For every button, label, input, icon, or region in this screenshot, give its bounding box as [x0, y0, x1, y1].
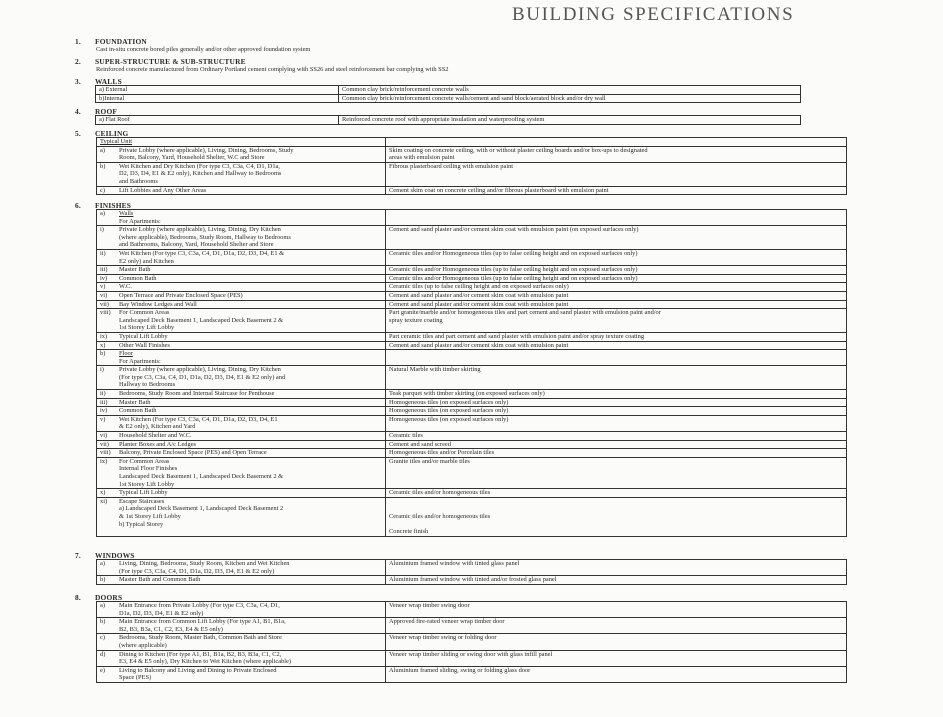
item-number: ii)	[100, 390, 106, 398]
section-label: SUPER-STRUCTURE & SUB-STRUCTURE	[95, 57, 246, 66]
item-number: vi)	[100, 291, 108, 299]
table-cell-item	[97, 449, 386, 458]
table-cell-spec: Ceramic tiles	[386, 432, 847, 441]
item-label: Dining to Kitchen (For type A1, B1, B1a, B2, B3, B3a, C1, C2, E3, E4 & E5 only), Dry Kitchen to Wet Kitchen (where applicable)	[119, 650, 292, 666]
item-number: i)	[100, 226, 104, 234]
ceiling-subheading: Typical Unit	[100, 138, 133, 145]
section-label: ROOF	[95, 107, 118, 116]
item-label: Wet Kitchen (For type C3, C3a, C4, D1, D1a, D2, D3, D4, E1 & E2 only), Kitchen and Yard	[119, 415, 278, 431]
table-cell-item	[97, 457, 386, 488]
item-label: Master Bath	[119, 266, 151, 274]
item-number: i)	[100, 366, 104, 374]
table-row	[96, 86, 801, 95]
section-number: 2.	[75, 57, 81, 66]
item-label: Common Bath	[119, 407, 157, 415]
table-cell-spec: Homogeneous tiles (on exposed surfaces only)	[386, 415, 847, 431]
table-cell: Common clay brick/reinforcement concrete walls/cement and sand block/aerated block and/or dry wall	[339, 94, 801, 103]
item-label: Bay Window Ledges and Wall	[119, 300, 197, 308]
table-row	[96, 116, 801, 125]
table-row	[97, 283, 847, 292]
item-label: Wet Kitchen (For type C3, C3a, C4, D1, D1a, D2, D3, D4, E1 & E2 only) and Kitchen	[119, 249, 285, 265]
item-label: Private Lobby (where applicable), Living, Dining, Bedrooms, Study Room, Balcony, Yard, Household Shelter, W.C and Store	[119, 146, 294, 162]
item-label: Master Bath and Common Bath	[119, 576, 201, 584]
table-cell-spec: Natural Marble with timber skirting	[386, 366, 847, 390]
table-cell-item	[97, 162, 386, 186]
table-row	[97, 666, 847, 682]
section-number: 3.	[75, 77, 81, 86]
table-row	[97, 432, 847, 441]
item-label: Private Lobby (where applicable), Living, Dining, Dry Kitchen (For type C3, C3a, C4, D1, D1a, D2, D3, D4, E1 & E2 only) and Hallway to Bedrooms	[119, 366, 286, 389]
table-cell-item	[97, 666, 386, 682]
item-label: Wet Kitchen and Dry Kitchen (For type C3, C3a, C4, D1, D1a, D2, D3, D4, E1 & E2 only), Kitchen and Hallway to Bedrooms and Bathrooms	[119, 162, 282, 185]
item-label: Main Entrance from Private Lobby (For type C3, C3a, C4, D1, D1a, D2, D3, D4, E1 & E2 only)	[119, 602, 280, 617]
table-row	[97, 266, 847, 275]
item-label: W.C.	[119, 283, 132, 291]
section-foundation-description: Cast in-situ concrete bored piles generally and/or other approved foundation system	[96, 46, 311, 53]
table-row	[97, 407, 847, 416]
table-cell-spec	[386, 350, 847, 366]
item-label: Main Entrance from Common Lift Lobby (For type A1, B1, B1a, B2, B3, B3a, C1, C2, E3, E4 & E5 only)	[119, 618, 286, 633]
table-cell-item	[97, 283, 386, 292]
table-cell: Common clay brick/reinforcement concrete walls	[339, 86, 801, 95]
item-number: iv)	[100, 407, 108, 415]
item-number: x)	[100, 341, 106, 349]
item-label: Typical Lift Lobby	[119, 489, 168, 497]
item-label: Bedrooms, Study Room and Internal Staircase for Penthouse	[119, 390, 275, 398]
table-cell-spec: Part granite/marble and/or homogeneous tiles and part cement and sand plaster with emulsion paint and/or spray texture coating	[386, 309, 847, 333]
table-cell-spec: Ceramic tiles and/or homogeneous tiles Concrete finish	[386, 497, 847, 536]
item-number: x)	[100, 489, 106, 497]
table-row	[97, 449, 847, 458]
item-number: b)	[100, 618, 106, 626]
table-cell-item	[97, 300, 386, 309]
table-cell-spec: Cement and sand plaster and/or cement skim coat with emulsion paint	[386, 300, 847, 309]
table-cell-spec: Cement skim coat on concrete ceiling and/or fibrous plasterboard with emulsion paint	[386, 186, 847, 195]
table-row	[97, 226, 847, 250]
section-label: WINDOWS	[95, 551, 135, 560]
table-cell-item	[97, 341, 386, 350]
item-label: For Common Areas Internal Floor Finishes Landscaped Deck Basement 1, Landscaped Deck Basement 2 & 1st Storey Lift Lobby	[119, 457, 284, 488]
section-label: CEILING	[95, 129, 129, 138]
table-row	[97, 650, 847, 666]
table-row	[97, 210, 847, 226]
table-cell-spec: Veneer wrap timber sliding or swing door with glass infill panel	[386, 650, 847, 666]
ceiling-rows	[97, 146, 847, 195]
table-cell-spec: Cement and sand plaster and/or cement skim coat with emulsion paint	[386, 291, 847, 300]
table-row	[97, 398, 847, 407]
table-row	[97, 560, 847, 576]
table-row	[97, 457, 847, 488]
table-row	[97, 390, 847, 399]
table-cell-item	[97, 650, 386, 666]
item-label: Private Lobby (where applicable), Living, Dining, Dry Kitchen (where applicable), Bedrooms, Study Room, Hallway to Bedrooms and Bathrooms, Balcony, Yard, Household Shelter and Store	[119, 226, 291, 249]
table-cell-spec: Aluminium framed window with tinted glass panel	[386, 560, 847, 576]
walls-table	[95, 85, 801, 103]
subheading: Floor	[119, 350, 133, 358]
table-cell-spec: Teak parquet with timber skirting (on exposed surfaces only)	[386, 390, 847, 399]
table-cell-spec: Homogeneous tiles and/or Porcelain tiles	[386, 449, 847, 458]
page-title: BUILDING SPECIFICATIONS	[512, 4, 795, 25]
section-number: 8.	[75, 593, 81, 602]
item-number: b)	[100, 350, 106, 358]
section-label: FOUNDATION	[95, 37, 147, 46]
table-cell-item	[97, 366, 386, 390]
item-label: Living, Dining, Bedrooms, Study Room, Kitchen and Wet Kitchen (For type C3, C3a, C4, D1, D1a, D2, D3, D4, E1 & E2 only)	[119, 560, 290, 575]
item-label: Bedrooms, Study Room, Master Bath, Common Bath and Store (where applicable)	[119, 634, 282, 649]
item-label: Other Wall Finishes	[119, 341, 170, 349]
table-row	[97, 309, 847, 333]
table-cell-item	[97, 350, 386, 366]
table-row	[97, 497, 847, 536]
ceiling-table	[96, 137, 847, 195]
item-label: Common Bath	[119, 274, 157, 282]
table-cell-item	[97, 602, 386, 618]
item-label: Open Terrace and Private Enclosed Space (PES)	[119, 291, 243, 299]
table-cell: a) Flat Roof	[96, 116, 339, 125]
table-row	[97, 350, 847, 366]
table-row	[97, 249, 847, 265]
table-cell-spec: Cement and sand plaster and/or cement skim coat with emulsion paint	[386, 341, 847, 350]
item-number: ix)	[100, 457, 108, 465]
table-cell-item	[97, 497, 386, 536]
table-row	[97, 602, 847, 618]
table-cell-spec: Aluminium framed sliding, swing or folding glass door	[386, 666, 847, 682]
table-cell-item	[97, 146, 386, 162]
item-number: ii)	[100, 249, 106, 257]
table-cell-spec: Part ceramic tiles and part cement and sand plaster with emulsion paint and/or spray texture coating	[386, 332, 847, 341]
item-number: b)	[100, 576, 106, 584]
table-row	[97, 300, 847, 309]
item-label: Master Bath	[119, 398, 151, 406]
table-cell-spec: Homogeneous tiles (on exposed surfaces only)	[386, 407, 847, 416]
section-number: 7.	[75, 551, 81, 560]
table-cell-spec: Cement and sand plaster and/or cement skim coat with emulsion paint (on exposed surfaces only)	[386, 226, 847, 250]
table-row	[97, 440, 847, 449]
table-row	[97, 341, 847, 350]
item-label: Floor For Apartments:	[119, 350, 161, 365]
table-cell-item	[97, 576, 386, 585]
table-cell: Reinforced concrete roof with appropriate insulation and waterproofing system	[339, 116, 801, 125]
table-cell-spec: Ceramic tiles and/or Homogeneous tiles (up to false ceiling height and on exposed surfaces only)	[386, 249, 847, 265]
doors-table	[96, 601, 847, 683]
table-cell-spec	[386, 210, 847, 226]
section-number: 6.	[75, 201, 81, 210]
section-number: 1.	[75, 37, 81, 46]
table-cell-spec: Granite tiles and/or marble tiles	[386, 457, 847, 488]
section-structure-description: Reinforced concrete manufactured from Ordinary Portland cement complying with SS26 and steel reinforcement bar complying with SS2	[96, 66, 449, 73]
item-label: Walls For Apartments:	[119, 210, 161, 225]
table-cell-spec: Veneer wrap timber swing door	[386, 602, 847, 618]
table-row	[97, 146, 847, 162]
item-number: v)	[100, 283, 106, 291]
item-number: a)	[100, 602, 105, 609]
table-row	[97, 186, 847, 195]
table-row	[97, 415, 847, 431]
item-number: iv)	[100, 274, 108, 282]
item-label: Balcony, Private Enclosed Space (PES) and Open Terrace	[119, 449, 267, 457]
item-label: Typical Lift Lobby	[119, 332, 168, 340]
subheading: Walls	[119, 210, 134, 217]
section-label: FINISHES	[95, 201, 132, 210]
table-row	[96, 94, 801, 103]
table-cell-item	[97, 332, 386, 341]
item-number: a)	[100, 560, 105, 567]
table-row	[97, 138, 847, 147]
table-row	[97, 291, 847, 300]
item-number: vii)	[100, 440, 109, 448]
table-cell-item	[97, 398, 386, 407]
table-cell-spec: Veneer wrap timber swing or folding door	[386, 634, 847, 650]
section-number: 5.	[75, 129, 81, 138]
item-number: xi)	[100, 497, 108, 505]
item-number: viii)	[100, 449, 111, 457]
item-number: e)	[100, 666, 105, 674]
table-cell-spec: Ceramic tiles and/or homogeneous tiles	[386, 489, 847, 498]
table-cell: a) External	[96, 86, 339, 95]
table-cell-item	[97, 249, 386, 265]
table-cell-item	[97, 291, 386, 300]
table-cell-item	[97, 432, 386, 441]
item-label: Household Shelter and W.C.	[119, 432, 192, 440]
table-cell-spec: Ceramic tiles (up to false ceiling height and on exposed surfaces only)	[386, 283, 847, 292]
item-label: Lift Lobbies and Any Other Areas	[119, 186, 207, 194]
table-cell-item	[97, 618, 386, 634]
table-row	[97, 162, 847, 186]
table-row	[97, 366, 847, 390]
item-label: Escape Staircases a) Landscaped Deck Basement 1, Landscaped Deck Basement 2 & 1st Storey Lift Lobby b) Typical Storey	[119, 497, 284, 528]
table-row	[97, 618, 847, 634]
table-cell-item	[97, 226, 386, 250]
table-cell-item	[97, 440, 386, 449]
table-cell-spec: Fibrous plasterboard ceiling with emulsion paint	[386, 162, 847, 186]
table-cell-spec: Skim coating on concrete ceiling, with or without plaster ceiling boards and/or box-ups to designated areas with emulsion paint	[386, 146, 847, 162]
windows-table	[96, 559, 847, 585]
table-cell-spec: Homogeneous tiles (on exposed surfaces only)	[386, 398, 847, 407]
table-cell-spec: Ceramic tiles and/or Homogeneous tiles (up to false ceiling height and on exposed surfaces only)	[386, 274, 847, 283]
table-cell-item	[97, 407, 386, 416]
table-row	[97, 489, 847, 498]
table-cell-item	[97, 415, 386, 431]
item-number: a)	[100, 210, 105, 217]
section-label: WALLS	[95, 77, 122, 86]
table-cell: b)Internal	[96, 94, 339, 103]
table-row	[97, 634, 847, 650]
table-cell-item	[97, 266, 386, 275]
item-number: iii)	[100, 398, 108, 406]
finishes-table	[96, 209, 847, 537]
table-row	[97, 576, 847, 585]
item-label: Planter Boxes and A/c Ledges	[119, 440, 197, 448]
item-number: v)	[100, 415, 106, 423]
item-number: vi)	[100, 432, 108, 440]
item-number: c)	[100, 186, 105, 194]
table-row	[97, 332, 847, 341]
item-number: c)	[100, 634, 105, 642]
table-cell-item	[97, 309, 386, 333]
table-cell-item	[97, 274, 386, 283]
item-number: a)	[100, 146, 105, 154]
item-label: For Common Areas Landscaped Deck Basement 1, Landscaped Deck Basement 2 & 1st Storey Lift Lobby	[119, 309, 284, 332]
item-number: d)	[100, 650, 106, 658]
table-cell-spec: Cement and sand screed	[386, 440, 847, 449]
table-row	[97, 274, 847, 283]
table-cell-item	[97, 560, 386, 576]
table-cell-item	[97, 186, 386, 195]
windows-rows	[97, 560, 847, 585]
item-number: viii)	[100, 309, 111, 317]
table-cell-spec: Ceramic tiles and/or Homogeneous tiles (up to false ceiling height and on exposed surfaces only)	[386, 266, 847, 275]
doors-rows	[97, 602, 847, 683]
finishes-rows	[97, 210, 847, 537]
item-label: Living to Balcony and Living and Dining to Private Enclosed Space (PES)	[119, 666, 277, 682]
table-cell-item	[97, 489, 386, 498]
table-cell-spec: Approved fire-rated veneer wrap timber door	[386, 618, 847, 634]
item-number: iii)	[100, 266, 108, 274]
table-cell-spec: Aluminium framed window with tinted and/or frosted glass panel	[386, 576, 847, 585]
item-number: vii)	[100, 300, 109, 308]
table-cell-item	[97, 634, 386, 650]
section-label: DOORS	[95, 593, 123, 602]
table-cell-item	[97, 390, 386, 399]
item-number: b)	[100, 162, 106, 170]
table-cell-item	[97, 210, 386, 226]
roof-table	[95, 115, 801, 125]
item-number: ix)	[100, 332, 108, 340]
section-number: 4.	[75, 107, 81, 116]
